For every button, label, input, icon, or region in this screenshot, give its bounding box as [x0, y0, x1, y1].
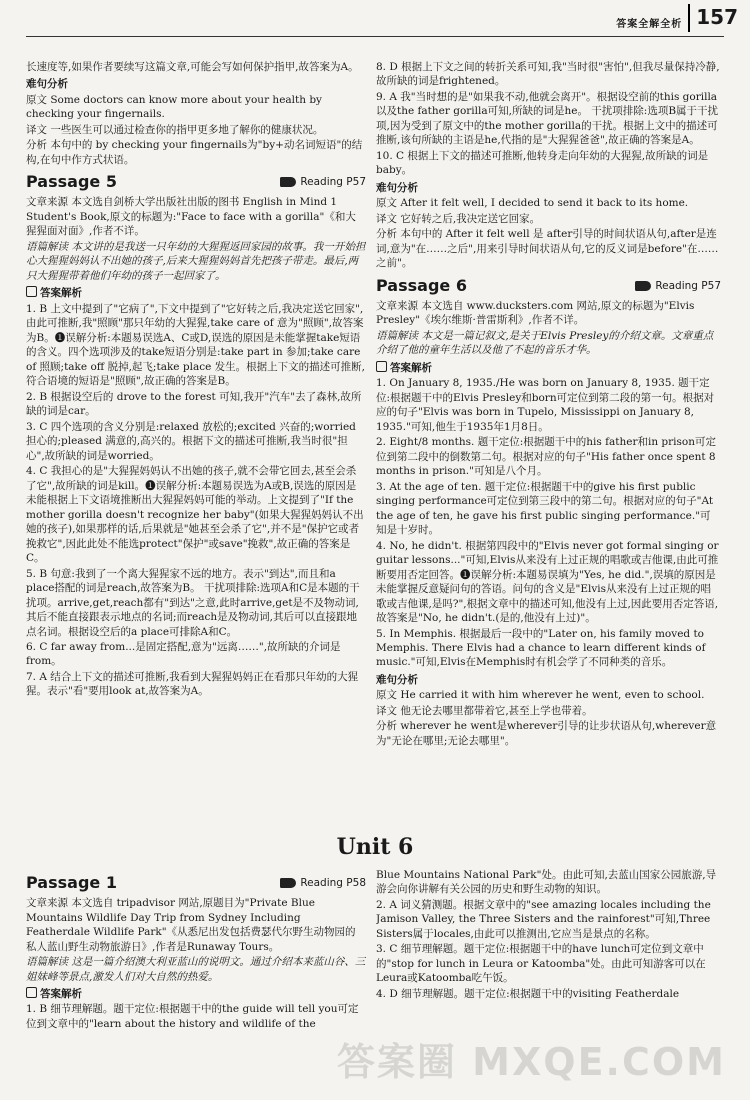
pointing-hand-icon	[635, 281, 651, 291]
answer-item: 4. C 我担心的是"大猩猩妈妈认不出她的孩子,就不会带它回去,甚至会杀了它",故所缺的词是kill。❶误解分析:本题易误选为A或B,误选的原因是未能根据上下文语境推断出大猩猩妈妈可能的举动。上文提到了"If the mother gorilla doesn't recognize her baby"(如果大猩猩妈妈认不出她的孩子),如果那样的话,后果就是"她甚至会杀了它",并不是"保护它或者挽救它",因此此处不能选protect"保护"或save"挽救",故正确的答案是C。	[26, 465, 364, 565]
passage-ref-text: Reading P57	[655, 279, 721, 292]
unit-title: Unit 6	[336, 834, 414, 860]
paragraph: 文章来源 本文选自 tripadvisor 网站,原题目为"Private Blue Mountains Wildlife Day Trip from Sydney Including Featherdale Wildlife Park"《从悉尼出发包括费瑟代尔野生动物园的私人蓝山野生动物旅游日》,作者是Runaway Tours。	[26, 897, 356, 953]
paragraph: 分析 wherever he went是wherever引导的让步状语从句,wherever意为"无论在哪里;无论去哪里"。	[376, 720, 717, 747]
paragraph: 语篇解读 本文是一篇记叙文,是关于Elvis Presley的介绍文章。文章重点介绍了他的童年生活以及他了不起的音乐才华。	[376, 329, 714, 357]
pointing-hand-icon	[280, 177, 296, 187]
paragraph: 分析 本句中的 After it felt well 是 after引导的时间状语从句,after是连词,意为"在……之后",用来引导时间状语从句,它的反义词是before"在……之前"。	[376, 228, 719, 270]
section-title: 难句分析	[376, 673, 418, 686]
paragraph: 语篇解读 本文讲的是我送一只年幼的大猩猩返回家园的故事。我一开始担心大猩猩妈妈认不出她的孩子,后来大猩猩妈妈首先把孩子带走。最后,两只大猩猩带着他们年幼的孩子一起回家了。	[26, 240, 366, 282]
page-number: 157	[688, 4, 738, 32]
answer-item: 2. Eight/8 months. 题干定位:根据题干中的his father和in prison可定位到第二段中的倒数第二句。根据对应的句子"His father once spent 8 months in prison."可知是八个月。	[376, 436, 716, 478]
answer-item: 8. D 根据上下文之间的转折关系可知,我"当时很"害怕",但我尽量保持冷静,故所缺的词是frightened。	[376, 61, 720, 88]
answers-title: 答案解析	[390, 361, 432, 374]
column-left-top	[26, 60, 366, 830]
answer-item: 4. D 细节理解题。题干定位:根据题干中的visiting Featherdale	[376, 987, 680, 1000]
paragraph: 原文 He carried it with him wherever he went, even to school.	[376, 689, 705, 702]
answer-item: 6. C far away from...是固定搭配,意为"远离……",故所缺的介词是from。	[26, 641, 341, 668]
answer-item: Blue Mountains National Park"处。由此可知,去蓝山国家公园旅游,导游会向你讲解有关公园的历史和野生动物的知识。	[376, 869, 717, 896]
passage-heading	[26, 171, 366, 193]
pointing-hand-icon	[280, 878, 296, 888]
header-divider	[26, 36, 724, 37]
column-left-bottom	[26, 868, 366, 1098]
paragraph: 译文 一些医生可以通过检查你的指甲更多地了解你的健康状况。	[26, 123, 324, 136]
answer-item: 3. C 细节理解题。题干定位:根据题干中的have lunch可定位到文章中的"stop for lunch in Leura or Katoomba"处。由此可知游客可以在Leura或Katoomba吃午饭。	[376, 943, 706, 985]
answer-item: 3. At the age of ten. 题干定位:根据题干中的give his first public singing performance可定位到第三段中的第二句。根据对应的句子"At the age of ten, he gave his first public singing performance."可知是十岁时。	[376, 480, 714, 537]
paragraph: 译文 它好转之后,我决定送它回家。	[376, 212, 541, 225]
passage-heading	[26, 872, 366, 894]
answer-item: 9. A 我"当时想的是"如果我不动,他就会离开"。根据设空前的this gorilla以及the father gorilla可知,所缺的词是he。 干扰项排除:选项B属于干扰项,因为受到了原文中的the mother gorilla的干扰。根据上文中的描述可推断,该句所缺的主语是he,代指的是"大猩猩爸爸",故正确的答案是A。	[376, 90, 719, 147]
passage-title: Passage 1	[26, 873, 117, 892]
section-title	[26, 987, 366, 1001]
passage-title: Passage 5	[26, 172, 117, 192]
section-title: 难句分析	[26, 78, 68, 91]
answer-item: 1. On January 8, 1935./He was born on January 8, 1935. 题干定位:根据题干中的Elvis Presley和born可定位到第二段的第一句。根据对应的句子"Elvis was born in Tupelo, Mississippi on January 8, 1935."可知,他生于1935年1月8日。	[376, 377, 715, 433]
answer-item: 7. A 结合上下文的描述可推断,我看到大猩猩妈妈正在看那只年幼的大猩猩。表示"看"要用look at,故答案为A。	[26, 670, 359, 698]
column-right-top	[376, 60, 721, 830]
paragraph: 译文 他无论去哪里都带着它,甚至上学也带着。	[376, 704, 593, 717]
paragraph: 文章来源 本文选自 www.ducksters.com 网站,原文的标题为"Elvis Presley"《埃尔维斯·普雷斯利》,作者不详。	[376, 299, 695, 327]
answer-item: 5. B 句意:我到了一个离大猩猩家不远的地方。表示"到达",而且和a place搭配的词是reach,故答案为B。 干扰项排除:选项A和C是本题的干扰项。arrive,get,reach都有"到达"之意,此时arrive,get是不及物动词,其后不能直接跟表示地点的名词;而reach是及物动词,其后可以直接跟地点名词。根据设空后的a place可排除A和C。	[26, 567, 360, 638]
answer-item: 1. B 细节理解题。题干定位:根据题干中的the guide will tell you可定位到文章中的"learn about the history and wildlife of the	[26, 1003, 359, 1030]
page-header	[616, 4, 738, 32]
answers-title: 答案解析	[40, 987, 82, 1000]
answer-item: 2. A 词义猜测题。根据文章中的"see amazing locales including the Jamison Valley, the Three Sisters and the rainforest"可知,Three Sisters属于locales,由此可以推测出,它应当是景点的名称。	[376, 898, 711, 940]
lock-icon	[26, 987, 37, 998]
passage-ref	[635, 279, 721, 293]
section-title	[376, 361, 721, 375]
answer-item: 3. C 四个选项的含义分别是:relaxed 放松的;excited 兴奋的;worried 担心的;pleased 满意的,高兴的。根据下文的描述可推断,我当时很"担心",故所缺的词是worried。	[26, 420, 356, 462]
answer-item: 10. C 根据上下文的描述可推断,他转身走向年幼的大猩猩,故所缺的词是baby。	[376, 149, 709, 177]
lock-icon	[26, 286, 37, 297]
lock-icon	[376, 361, 387, 372]
passage-ref	[280, 175, 366, 189]
paragraph: 原文 After it felt well, I decided to send it back to its home.	[376, 197, 689, 210]
answers-title: 答案解析	[40, 287, 82, 300]
answer-item: 4. No, he didn't. 根据第四段中的"Elvis never got formal singing or guitar lessons..."可知,Elvis从来没有上过正规的唱歌或吉他课,由此可推断要用否定回答。❶误解分析:本题易误填为"Yes, he did.",误填的原因是未能掌握反意疑问句的答语。问句的含义是"Elvis从来没有上过正规的唱歌或吉他课,是吗?",根据文章中的描述可知,他没有上过,因此要用否定答语,故答案是"No, he didn't.(是的,他没有上过)"。	[376, 539, 719, 625]
answer-item: 1. B 上文中提到了"它病了",下文中提到了"它好转之后,我决定送它回家",由此可推断,我"照顾"那只年幼的大猩猩,take care of 意为"照顾",故答案为B。❶误解分析:本题易误选A、C或D,误选的原因是未能掌握take短语的含义。四个选项涉及的take短语分别是:take part in 参加;take care of 照顾;take off 脱掉,起飞;take place 发生。根据上下文的描述可推断,符合语境的短语是"照顾",故正确的答案是B。	[26, 302, 365, 388]
paragraph: 文章来源 本文选自剑桥大学出版社出版的图书 English in Mind 1 Student's Book,原文的标题为:"Face to face with a gorilla"《和大猩猩面对面》,作者不详。	[26, 196, 356, 238]
passage-title: Passage 6	[376, 275, 467, 295]
answer-item: 2. B 根据设空后的 drove to the forest 可知,我开"汽车"去了森林,故所缺的词是car。	[26, 390, 362, 418]
paragraph: 分析 本句中的 by checking your fingernails为"by+动名词短语"的结构,在句中作方式状语。	[26, 139, 363, 166]
passage-ref-text: Reading P58	[300, 876, 366, 889]
passage-heading	[376, 275, 721, 297]
watermark: 答案圈 MXQE.COM	[336, 1039, 726, 1084]
passage-ref	[280, 876, 366, 890]
section-title	[26, 286, 366, 300]
answer-item: 5. In Memphis. 根据最后一段中的"Later on, his family moved to Memphis. There Elvis had a chance to learn different kinds of music."可知,Elvis在Memphis时有机会学了不同种类的音乐。	[376, 627, 706, 669]
paragraph: 语篇解读 这是一篇介绍澳大利亚蓝山的说明文。通过介绍本来蓝山谷、三姐妹峰等景点,激发人们对大自然的热爱。	[26, 956, 366, 983]
paragraph: 原文 Some doctors can know more about your health by checking your fingernails.	[26, 93, 322, 121]
header-label: 答案全解全析	[616, 18, 683, 30]
section-title: 难句分析	[376, 181, 418, 194]
passage-ref-text: Reading P57	[300, 176, 366, 189]
paragraph: 长速度等,如果作者要续写这篇文章,可能会写如何保护指甲,故答案为A。	[26, 61, 359, 73]
